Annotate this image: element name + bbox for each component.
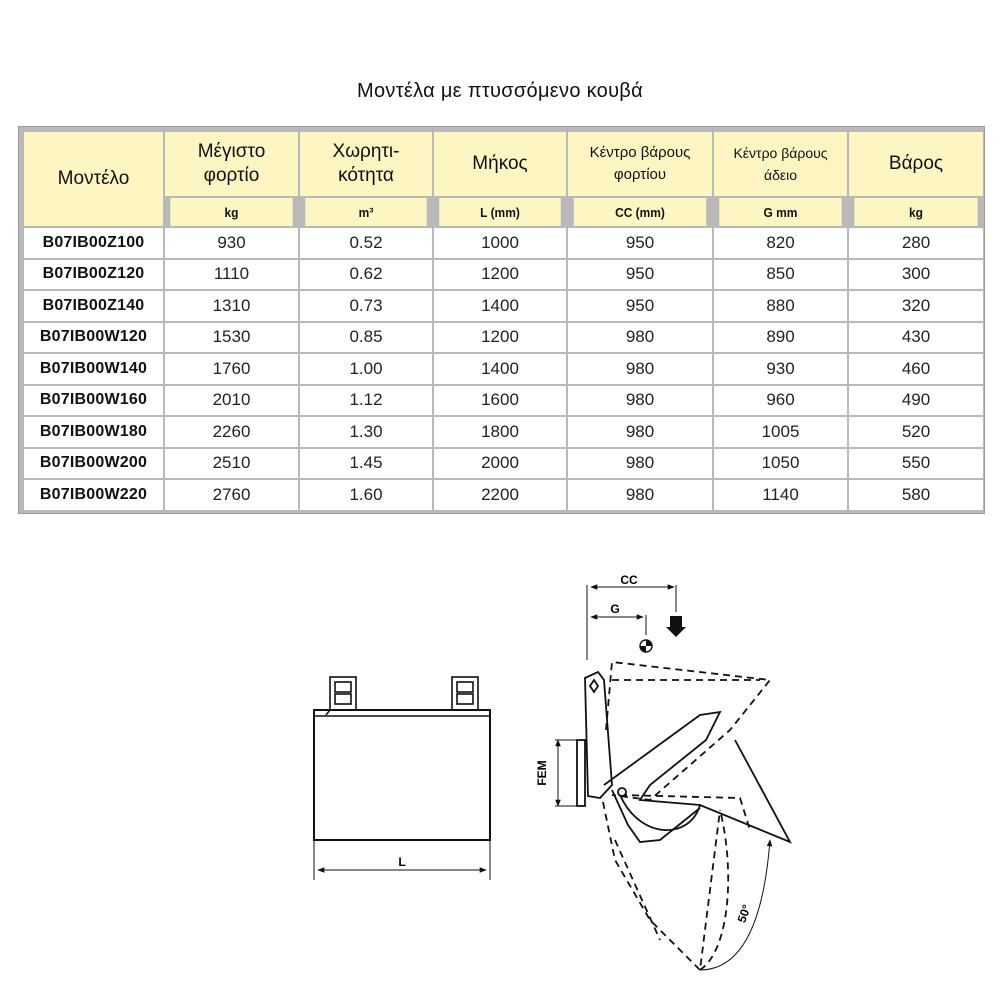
value-cell: 0.73 bbox=[300, 291, 432, 321]
dim-label-angle: 50° bbox=[734, 902, 754, 925]
value-cell: 2260 bbox=[165, 417, 298, 447]
value-cell: 1.30 bbox=[300, 417, 432, 447]
value-cell: 2510 bbox=[165, 449, 298, 479]
value-cell: 2010 bbox=[165, 386, 298, 416]
model-cell: B07IB00W140 bbox=[24, 354, 163, 384]
table-row bbox=[24, 480, 983, 510]
table-row bbox=[24, 228, 983, 258]
spec-table-frame bbox=[18, 126, 985, 514]
value-cell: 1600 bbox=[434, 386, 566, 416]
table-row bbox=[24, 449, 983, 479]
value-cell: 580 bbox=[849, 480, 983, 510]
value-cell: 2000 bbox=[434, 449, 566, 479]
table-row bbox=[24, 291, 983, 321]
header-load-center: Κέντρο βάρους φορτίου bbox=[568, 132, 712, 196]
value-cell: 1000 bbox=[434, 228, 566, 258]
dim-label-g: G bbox=[610, 602, 620, 616]
value-cell: 0.62 bbox=[300, 260, 432, 290]
value-cell: 880 bbox=[714, 291, 847, 321]
value-cell: 460 bbox=[849, 354, 983, 384]
value-cell: 1.12 bbox=[300, 386, 432, 416]
dim-label-cc: CC bbox=[620, 573, 638, 587]
value-cell: 980 bbox=[568, 354, 712, 384]
header-row bbox=[24, 132, 983, 196]
value-cell: 890 bbox=[714, 323, 847, 353]
value-cell: 1.60 bbox=[300, 480, 432, 510]
value-cell: 850 bbox=[714, 260, 847, 290]
value-cell: 0.52 bbox=[300, 228, 432, 258]
table-row bbox=[24, 260, 983, 290]
model-cell: B07IB00W180 bbox=[24, 417, 163, 447]
value-cell: 1050 bbox=[714, 449, 847, 479]
table-row bbox=[24, 323, 983, 353]
value-cell: 950 bbox=[568, 228, 712, 258]
page-title: Μοντέλα με πτυσσόμενο κουβά bbox=[357, 80, 643, 102]
value-cell: 1400 bbox=[434, 354, 566, 384]
table-row bbox=[24, 386, 983, 416]
model-cell: B07IB00Z100 bbox=[24, 228, 163, 258]
value-cell: 930 bbox=[714, 354, 847, 384]
value-cell: 1.45 bbox=[300, 449, 432, 479]
table-row bbox=[24, 417, 983, 447]
value-cell: 2200 bbox=[434, 480, 566, 510]
value-cell: 300 bbox=[849, 260, 983, 290]
header-length: Μήκος bbox=[434, 132, 566, 196]
value-cell: 520 bbox=[849, 417, 983, 447]
value-cell: 0.85 bbox=[300, 323, 432, 353]
value-cell: 960 bbox=[714, 386, 847, 416]
value-cell: 1.00 bbox=[300, 354, 432, 384]
header-model: Μοντέλο bbox=[24, 132, 163, 226]
unit-row bbox=[24, 198, 983, 226]
model-cell: B07IB00W160 bbox=[24, 386, 163, 416]
value-cell: 1400 bbox=[434, 291, 566, 321]
unit-capacity: m³ bbox=[305, 198, 426, 226]
value-cell: 1800 bbox=[434, 417, 566, 447]
model-cell: B07IB00W200 bbox=[24, 449, 163, 479]
value-cell: 980 bbox=[568, 386, 712, 416]
table-row bbox=[24, 354, 983, 384]
value-cell: 950 bbox=[568, 260, 712, 290]
model-cell: B07IB00Z140 bbox=[24, 291, 163, 321]
value-cell: 820 bbox=[714, 228, 847, 258]
value-cell: 490 bbox=[849, 386, 983, 416]
model-cell: B07IB00W220 bbox=[24, 480, 163, 510]
side-view bbox=[555, 585, 790, 970]
value-cell: 950 bbox=[568, 291, 712, 321]
value-cell: 550 bbox=[849, 449, 983, 479]
unit-load-center: CC (mm) bbox=[574, 198, 706, 226]
model-cell: B07IB00Z120 bbox=[24, 260, 163, 290]
value-cell: 980 bbox=[568, 417, 712, 447]
value-cell: 280 bbox=[849, 228, 983, 258]
value-cell: 2760 bbox=[165, 480, 298, 510]
value-cell: 1140 bbox=[714, 480, 847, 510]
value-cell: 1530 bbox=[165, 323, 298, 353]
value-cell: 1200 bbox=[434, 260, 566, 290]
value-cell: 980 bbox=[568, 480, 712, 510]
header-max-load: Μέγιστο φορτίο bbox=[165, 132, 298, 196]
header-empty-center: Κέντρο βάρους άδειο bbox=[714, 132, 847, 196]
spec-table bbox=[22, 130, 985, 512]
bucket-diagram bbox=[0, 540, 1000, 1000]
value-cell: 930 bbox=[165, 228, 298, 258]
dim-label-l: L bbox=[398, 855, 406, 869]
dim-label-fem: FEM bbox=[535, 760, 549, 786]
front-view bbox=[314, 677, 490, 880]
value-cell: 1005 bbox=[714, 417, 847, 447]
value-cell: 1200 bbox=[434, 323, 566, 353]
bucket-technical-drawing bbox=[0, 540, 1000, 1000]
value-cell: 430 bbox=[849, 323, 983, 353]
value-cell: 980 bbox=[568, 449, 712, 479]
unit-max-load: kg bbox=[170, 198, 292, 226]
model-cell: B07IB00W120 bbox=[24, 323, 163, 353]
value-cell: 1110 bbox=[165, 260, 298, 290]
unit-weight: kg bbox=[854, 198, 977, 226]
value-cell: 1760 bbox=[165, 354, 298, 384]
header-weight: Βάρος bbox=[849, 132, 983, 196]
value-cell: 980 bbox=[568, 323, 712, 353]
header-capacity: Χωρητι- κότητα bbox=[300, 132, 432, 196]
unit-length: L (mm) bbox=[439, 198, 560, 226]
value-cell: 1310 bbox=[165, 291, 298, 321]
unit-empty-center: G mm bbox=[719, 198, 841, 226]
value-cell: 320 bbox=[849, 291, 983, 321]
